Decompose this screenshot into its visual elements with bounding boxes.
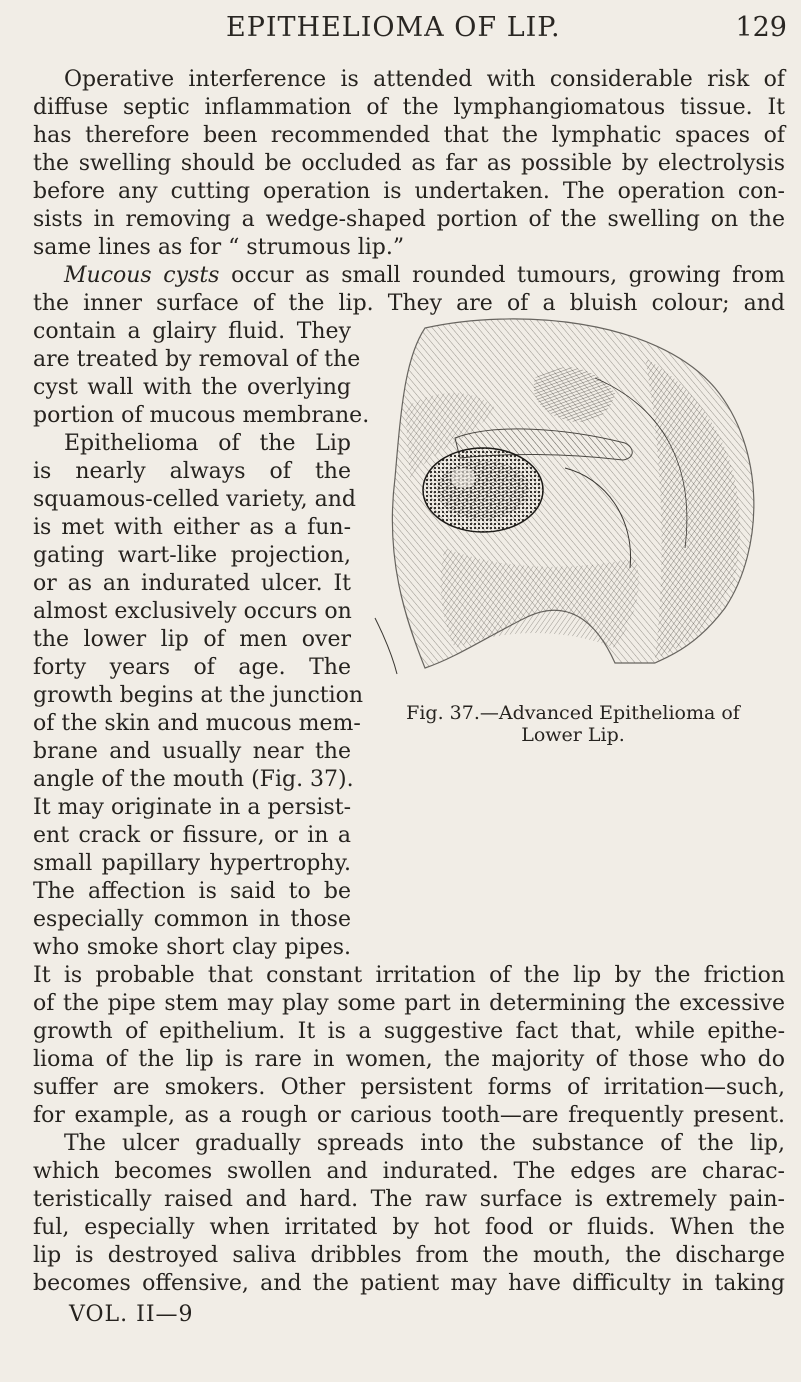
text-line: the swelling should be occluded as far as possible by electrolysis	[33, 151, 785, 176]
text-line: The ulcer gradually spreads into the substance of the lip,	[64, 1131, 785, 1156]
text-line: the inner surface of the lip. They are of a bluish colour; and	[33, 291, 785, 316]
text-line: The affection is said to be	[33, 879, 351, 904]
text-line: is met with either as a fun-	[33, 515, 351, 540]
mucous-cysts-heading: Mucous cysts	[64, 263, 220, 288]
text-line: growth begins at the junction	[33, 683, 364, 708]
caption-line: Fig. 37.—Advanced Epithelioma of	[406, 702, 740, 724]
epithelioma-heading-line: Epithelioma of the Lip	[64, 431, 351, 456]
text-line: almost exclusively occurs on	[33, 599, 352, 624]
page-number: 129	[735, 12, 787, 43]
mucous-cysts-line	[64, 262, 785, 290]
running-title: EPITHELIOMA OF LIP.	[226, 12, 561, 43]
text-line: teristically raised and hard. The raw surface is extremely pain-	[33, 1187, 785, 1212]
text-line: sists in removing a wedge-shaped portion of the swelling on the	[33, 207, 785, 232]
text-line: same lines as for “ strumous lip.”	[33, 235, 405, 260]
page-header	[0, 12, 801, 52]
text-line: of the pipe stem may play some part in determining the excessive	[33, 991, 785, 1016]
text-line: are treated by removal of the	[33, 347, 361, 372]
text-line: Operative interference is attended with considerable risk of	[64, 67, 785, 92]
text-line: who smoke short clay pipes.	[33, 935, 351, 960]
text-line: ent crack or fissure, or in a	[33, 823, 351, 848]
text-line: the lower lip of men over	[33, 627, 351, 652]
text-line: ful, especially when irritated by hot food or fluids. When the	[33, 1215, 785, 1240]
text-line: gating wart-like projection,	[33, 543, 351, 568]
text-line: which becomes swollen and indurated. The edges are charac-	[33, 1159, 785, 1184]
text-line: squamous-celled variety, and	[33, 487, 356, 512]
text-line: growth of epithelium. It is a suggestive fact that, while epithe-	[33, 1019, 785, 1044]
text-line: before any cutting operation is undertaken. The operation con-	[33, 179, 785, 204]
text-line: for example, as a rough or carious tooth—are frequently present.	[33, 1103, 785, 1128]
text-line: It is probable that constant irritation of the lip by the friction	[33, 963, 785, 988]
text-line: portion of mucous membrane.	[33, 403, 370, 428]
signature-mark: VOL. II—9	[69, 1302, 194, 1327]
text-line: lioma of the lip is rare in women, the majority of those who do	[33, 1047, 785, 1072]
figure-caption	[366, 702, 780, 746]
caption-line: Lower Lip.	[521, 724, 625, 746]
text-line: small papillary hypertrophy.	[33, 851, 351, 876]
text-line: brane and usually near the	[33, 739, 351, 764]
figure-illustration	[365, 318, 775, 678]
text-line: suffer are smokers. Other persistent forms of irritation—such,	[33, 1075, 785, 1100]
text-line: forty years of age. The	[33, 655, 351, 680]
text-line: angle of the mouth (Fig. 37).	[33, 767, 354, 792]
text-line: is nearly always of the	[33, 459, 351, 484]
text-line: or as an indurated ulcer. It	[33, 571, 351, 596]
lip-engraving-image	[365, 318, 775, 678]
text-line: especially common in those	[33, 907, 351, 932]
text-line: becomes offensive, and the patient may have difficulty in taking	[33, 1271, 785, 1296]
text-line: lip is destroyed saliva dribbles from the mouth, the discharge	[33, 1243, 785, 1268]
mucous-cysts-text: occur as small rounded tumours, growing from	[219, 263, 785, 288]
text-line: of the skin and mucous mem-	[33, 711, 361, 736]
text-line: diffuse septic inflammation of the lymphangiomatous tissue. It	[33, 95, 785, 120]
text-line: cyst wall with the overlying	[33, 375, 351, 400]
text-line: It may originate in a persist-	[33, 795, 351, 820]
text-line: has therefore been recommended that the lymphatic spaces of	[33, 123, 785, 148]
text-line: contain a glairy fluid. They	[33, 319, 351, 344]
